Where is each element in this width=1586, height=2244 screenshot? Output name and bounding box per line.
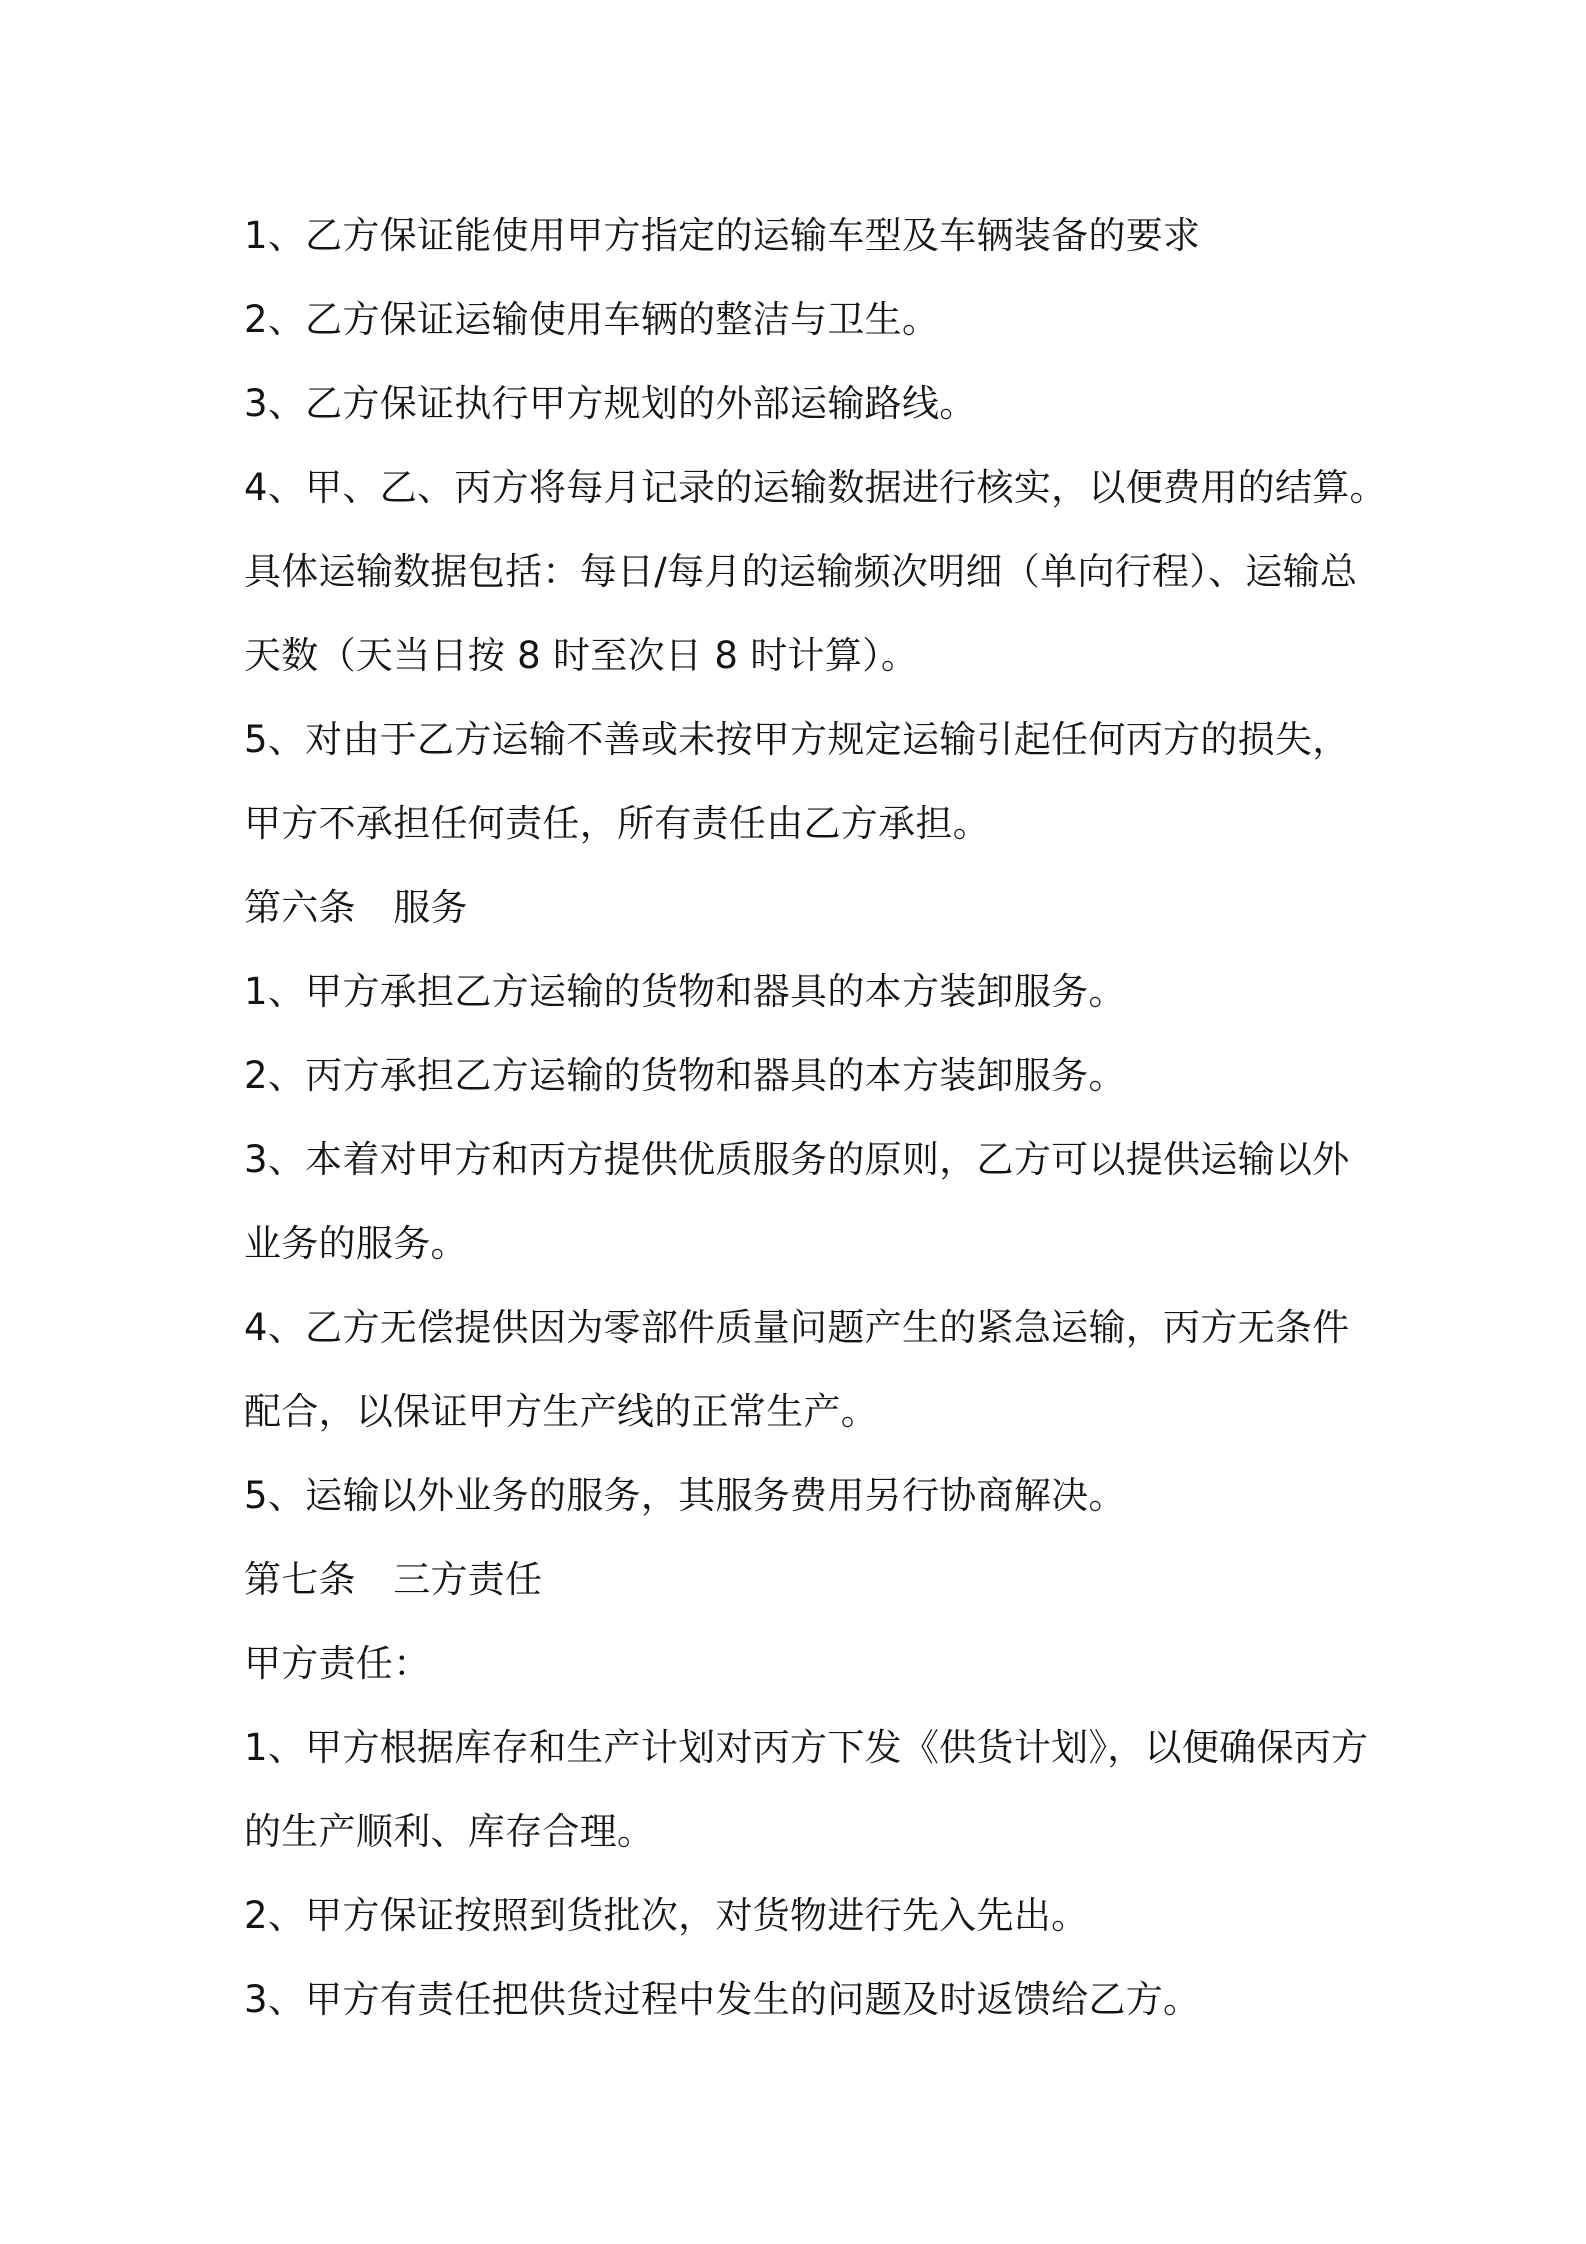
section-heading-6: 第六条 服务 — [244, 886, 468, 929]
text-line: 3、本着对甲方和丙方提供优质服务的原则，乙方可以提供运输以外 — [244, 1138, 1350, 1181]
text-line: 的生产顺利、库存合理。 — [244, 1810, 655, 1853]
text-line: 业务的服务。 — [244, 1222, 468, 1265]
text-line: 1、乙方保证能使用甲方指定的运输车型及车辆装备的要求 — [244, 214, 1201, 257]
text-line: 1、甲方承担乙方运输的货物和器具的本方装卸服务。 — [244, 970, 1126, 1013]
text-line: 具体运输数据包括：每日/每月的运输频次明细（单向行程）、运输总 — [244, 550, 1358, 593]
text-line: 5、运输以外业务的服务，其服务费用另行协商解决。 — [244, 1474, 1126, 1517]
document-body — [244, 194, 1387, 2042]
text-line: 2、乙方保证运输使用车辆的整洁与卫生。 — [244, 298, 940, 341]
text-line: 天数（天当日按 8 时至次日 8 时计算）。 — [244, 634, 919, 677]
text-line: 2、甲方保证按照到货批次，对货物进行先入先出。 — [244, 1894, 1089, 1937]
text-line: 1、甲方根据库存和生产计划对丙方下发《供货计划》，以便确保丙方 — [244, 1726, 1369, 1769]
subheading-party-a: 甲方责任： — [244, 1642, 431, 1685]
section-heading-7: 第七条 三方责任 — [244, 1558, 543, 1601]
text-line: 3、乙方保证执行甲方规划的外部运输路线。 — [244, 382, 977, 425]
text-line: 配合，以保证甲方生产线的正常生产。 — [244, 1390, 879, 1433]
text-line: 4、乙方无偿提供因为零部件质量问题产生的紧急运输，丙方无条件 — [244, 1306, 1350, 1349]
text-line: 5、对由于乙方运输不善或未按甲方规定运输引起任何丙方的损失， — [244, 718, 1350, 761]
text-line: 3、甲方有责任把供货过程中发生的问题及时返馈给乙方。 — [244, 1978, 1201, 2021]
text-line: 2、丙方承担乙方运输的货物和器具的本方装卸服务。 — [244, 1054, 1126, 1097]
text-line: 4、甲、乙、丙方将每月记录的运输数据进行核实，以便费用的结算。 — [244, 466, 1387, 509]
text-line: 甲方不承担任何责任，所有责任由乙方承担。 — [244, 802, 990, 845]
